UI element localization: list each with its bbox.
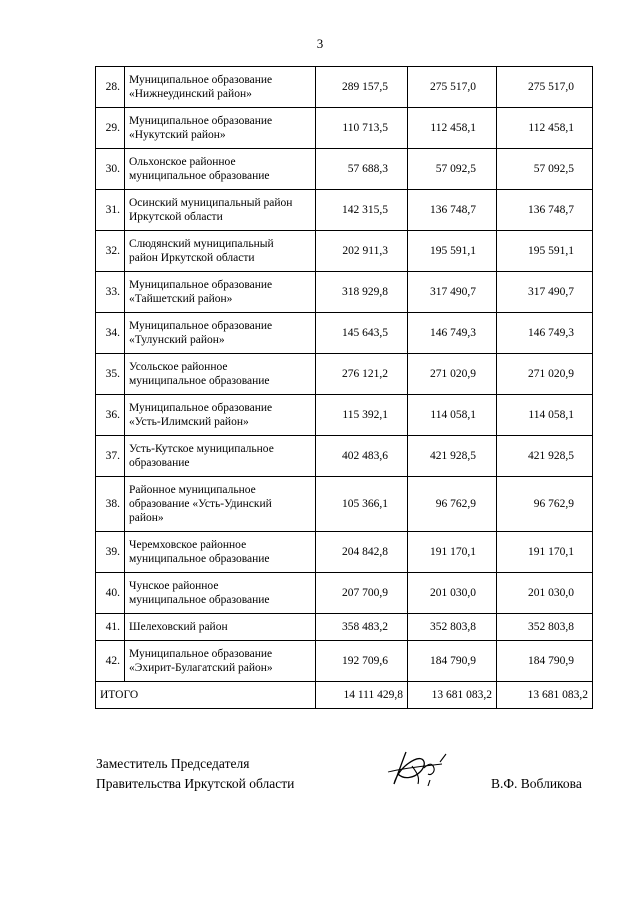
municipality-name: [125, 108, 316, 149]
municipality-name-line: Муниципальное образование: [129, 279, 273, 291]
amount-v1: 358 483,2: [316, 614, 408, 641]
table-row: [96, 532, 593, 573]
amount-v1: 142 315,5: [316, 190, 408, 231]
table-row: [96, 231, 593, 272]
municipality-name-line: муниципальное образование: [129, 170, 270, 182]
amount-v1: 207 700,9: [316, 573, 408, 614]
municipality-name-line: район Иркутской области: [129, 252, 255, 264]
amount-v2: 184 790,9: [408, 641, 497, 682]
municipality-name: [125, 614, 316, 641]
municipality-name-line: Усть-Кутское муниципальное: [129, 443, 274, 455]
amount-v3: 275 517,0: [497, 67, 593, 108]
row-number: 41.: [96, 614, 125, 641]
municipality-name-line: образование: [129, 457, 190, 469]
amount-v1: 145 643,5: [316, 313, 408, 354]
signer-name: В.Ф. Вобликова: [491, 776, 582, 791]
amount-v2: 57 092,5: [408, 149, 497, 190]
amount-v1: 318 929,8: [316, 272, 408, 313]
row-number: 33.: [96, 272, 125, 313]
signature-position: [96, 754, 294, 794]
municipality-name: [125, 395, 316, 436]
municipality-name: [125, 354, 316, 395]
amount-v3: 421 928,5: [497, 436, 593, 477]
row-number: 36.: [96, 395, 125, 436]
total-amount-v2: 13 681 083,2: [408, 682, 497, 709]
amount-v1: 276 121,2: [316, 354, 408, 395]
table-row: [96, 149, 593, 190]
municipality-name-line: Муниципальное образование: [129, 115, 273, 127]
row-number: 31.: [96, 190, 125, 231]
table-row: [96, 354, 593, 395]
municipality-name: [125, 313, 316, 354]
amount-v1: 105 366,1: [316, 477, 408, 532]
amount-v2: 317 490,7: [408, 272, 497, 313]
amount-v3: 136 748,7: [497, 190, 593, 231]
amount-v2: 201 030,0: [408, 573, 497, 614]
amount-v1: 402 483,6: [316, 436, 408, 477]
row-number: 32.: [96, 231, 125, 272]
municipality-name-line: Ольхонское районное: [129, 156, 236, 168]
page-number: 3: [316, 36, 324, 51]
municipality-name: [125, 272, 316, 313]
municipality-name-line: Слюдянский муниципальный: [129, 238, 274, 250]
row-number: 35.: [96, 354, 125, 395]
amount-v3: 195 591,1: [497, 231, 593, 272]
table-row: [96, 190, 593, 231]
amount-v3: 271 020,9: [497, 354, 593, 395]
amount-v3: 352 803,8: [497, 614, 593, 641]
amount-v2: 96 762,9: [408, 477, 497, 532]
amount-v1: 115 392,1: [316, 395, 408, 436]
row-number: 29.: [96, 108, 125, 149]
amount-v2: 271 020,9: [408, 354, 497, 395]
table-row: [96, 436, 593, 477]
amount-v1: 204 842,8: [316, 532, 408, 573]
amount-v2: 146 749,3: [408, 313, 497, 354]
amount-v2: 275 517,0: [408, 67, 497, 108]
amount-v2: 352 803,8: [408, 614, 497, 641]
table-body: [96, 67, 593, 709]
municipality-name: [125, 149, 316, 190]
municipality-name-line: Муниципальное образование: [129, 74, 273, 86]
municipality-name-line: муниципальное образование: [129, 594, 270, 606]
total-amount-v3: 13 681 083,2: [497, 682, 593, 709]
municipality-name-line: Районное муниципальное: [129, 484, 256, 496]
amount-v2: 421 928,5: [408, 436, 497, 477]
handwritten-signature: [384, 744, 454, 794]
row-number: 38.: [96, 477, 125, 532]
municipality-name: [125, 641, 316, 682]
row-number: 42.: [96, 641, 125, 682]
municipality-name-line: Муниципальное образование: [129, 320, 273, 332]
municipality-name-line: Черемховское районное: [129, 539, 247, 551]
amount-v2: 191 170,1: [408, 532, 497, 573]
total-label: ИТОГО: [96, 682, 316, 709]
amount-v2: 112 458,1: [408, 108, 497, 149]
table-row: [96, 272, 593, 313]
position-line-1: Заместитель Председателя: [96, 756, 250, 771]
amount-v3: 191 170,1: [497, 532, 593, 573]
amount-v1: 289 157,5: [316, 67, 408, 108]
position-line-2: Правительства Иркутской области: [96, 776, 295, 791]
amount-v1: 57 688,3: [316, 149, 408, 190]
table-row: [96, 313, 593, 354]
municipality-name-line: образование «Усть-Удинский: [129, 498, 272, 510]
amount-v3: 57 092,5: [497, 149, 593, 190]
amount-v3: 317 490,7: [497, 272, 593, 313]
row-number: 37.: [96, 436, 125, 477]
municipality-name-line: «Нижнеудинский район»: [129, 88, 252, 100]
amount-v2: 195 591,1: [408, 231, 497, 272]
municipality-name: [125, 231, 316, 272]
row-number: 39.: [96, 532, 125, 573]
amount-v3: 114 058,1: [497, 395, 593, 436]
municipality-name-line: Шелеховский район: [129, 621, 228, 633]
table-row: [96, 641, 593, 682]
municipality-name-line: «Усть-Илимский район»: [129, 416, 249, 428]
municipality-name-line: «Нукутский район»: [129, 129, 226, 141]
row-number: 28.: [96, 67, 125, 108]
municipality-name-line: «Тулунский район»: [129, 334, 225, 346]
amount-v3: 146 749,3: [497, 313, 593, 354]
municipality-name: [125, 532, 316, 573]
total-amount-v1: 14 111 429,8: [316, 682, 408, 709]
municipality-name-line: муниципальное образование: [129, 375, 270, 387]
municipality-name-line: «Эхирит-Булагатский район»: [129, 662, 273, 674]
table-row: [96, 108, 593, 149]
amount-v3: 96 762,9: [497, 477, 593, 532]
municipality-name: [125, 67, 316, 108]
amount-v1: 110 713,5: [316, 108, 408, 149]
amount-v3: 184 790,9: [497, 641, 593, 682]
municipality-name-line: Муниципальное образование: [129, 402, 273, 414]
row-number: 30.: [96, 149, 125, 190]
municipality-name-line: Осинский муниципальный район: [129, 197, 293, 209]
amount-v3: 112 458,1: [497, 108, 593, 149]
table-row: [96, 614, 593, 641]
table-row: [96, 477, 593, 532]
amount-v1: 202 911,3: [316, 231, 408, 272]
municipality-name: [125, 573, 316, 614]
municipality-name: [125, 190, 316, 231]
municipality-name-line: район»: [129, 512, 164, 524]
table-row: [96, 573, 593, 614]
municipality-name-line: муниципальное образование: [129, 553, 270, 565]
municipality-name: [125, 477, 316, 532]
municipality-name-line: Иркутской области: [129, 211, 223, 223]
budget-table: [95, 66, 593, 709]
municipality-name-line: «Тайшетский район»: [129, 293, 233, 305]
amount-v2: 114 058,1: [408, 395, 497, 436]
amount-v3: 201 030,0: [497, 573, 593, 614]
row-number: 34.: [96, 313, 125, 354]
municipality-name-line: Усольское районное: [129, 361, 228, 373]
municipality-name-line: Чунское районное: [129, 580, 219, 592]
amount-v1: 192 709,6: [316, 641, 408, 682]
row-number: 40.: [96, 573, 125, 614]
table-row: [96, 67, 593, 108]
total-row: [96, 682, 593, 709]
municipality-name: [125, 436, 316, 477]
table-row: [96, 395, 593, 436]
amount-v2: 136 748,7: [408, 190, 497, 231]
municipality-name-line: Муниципальное образование: [129, 648, 273, 660]
